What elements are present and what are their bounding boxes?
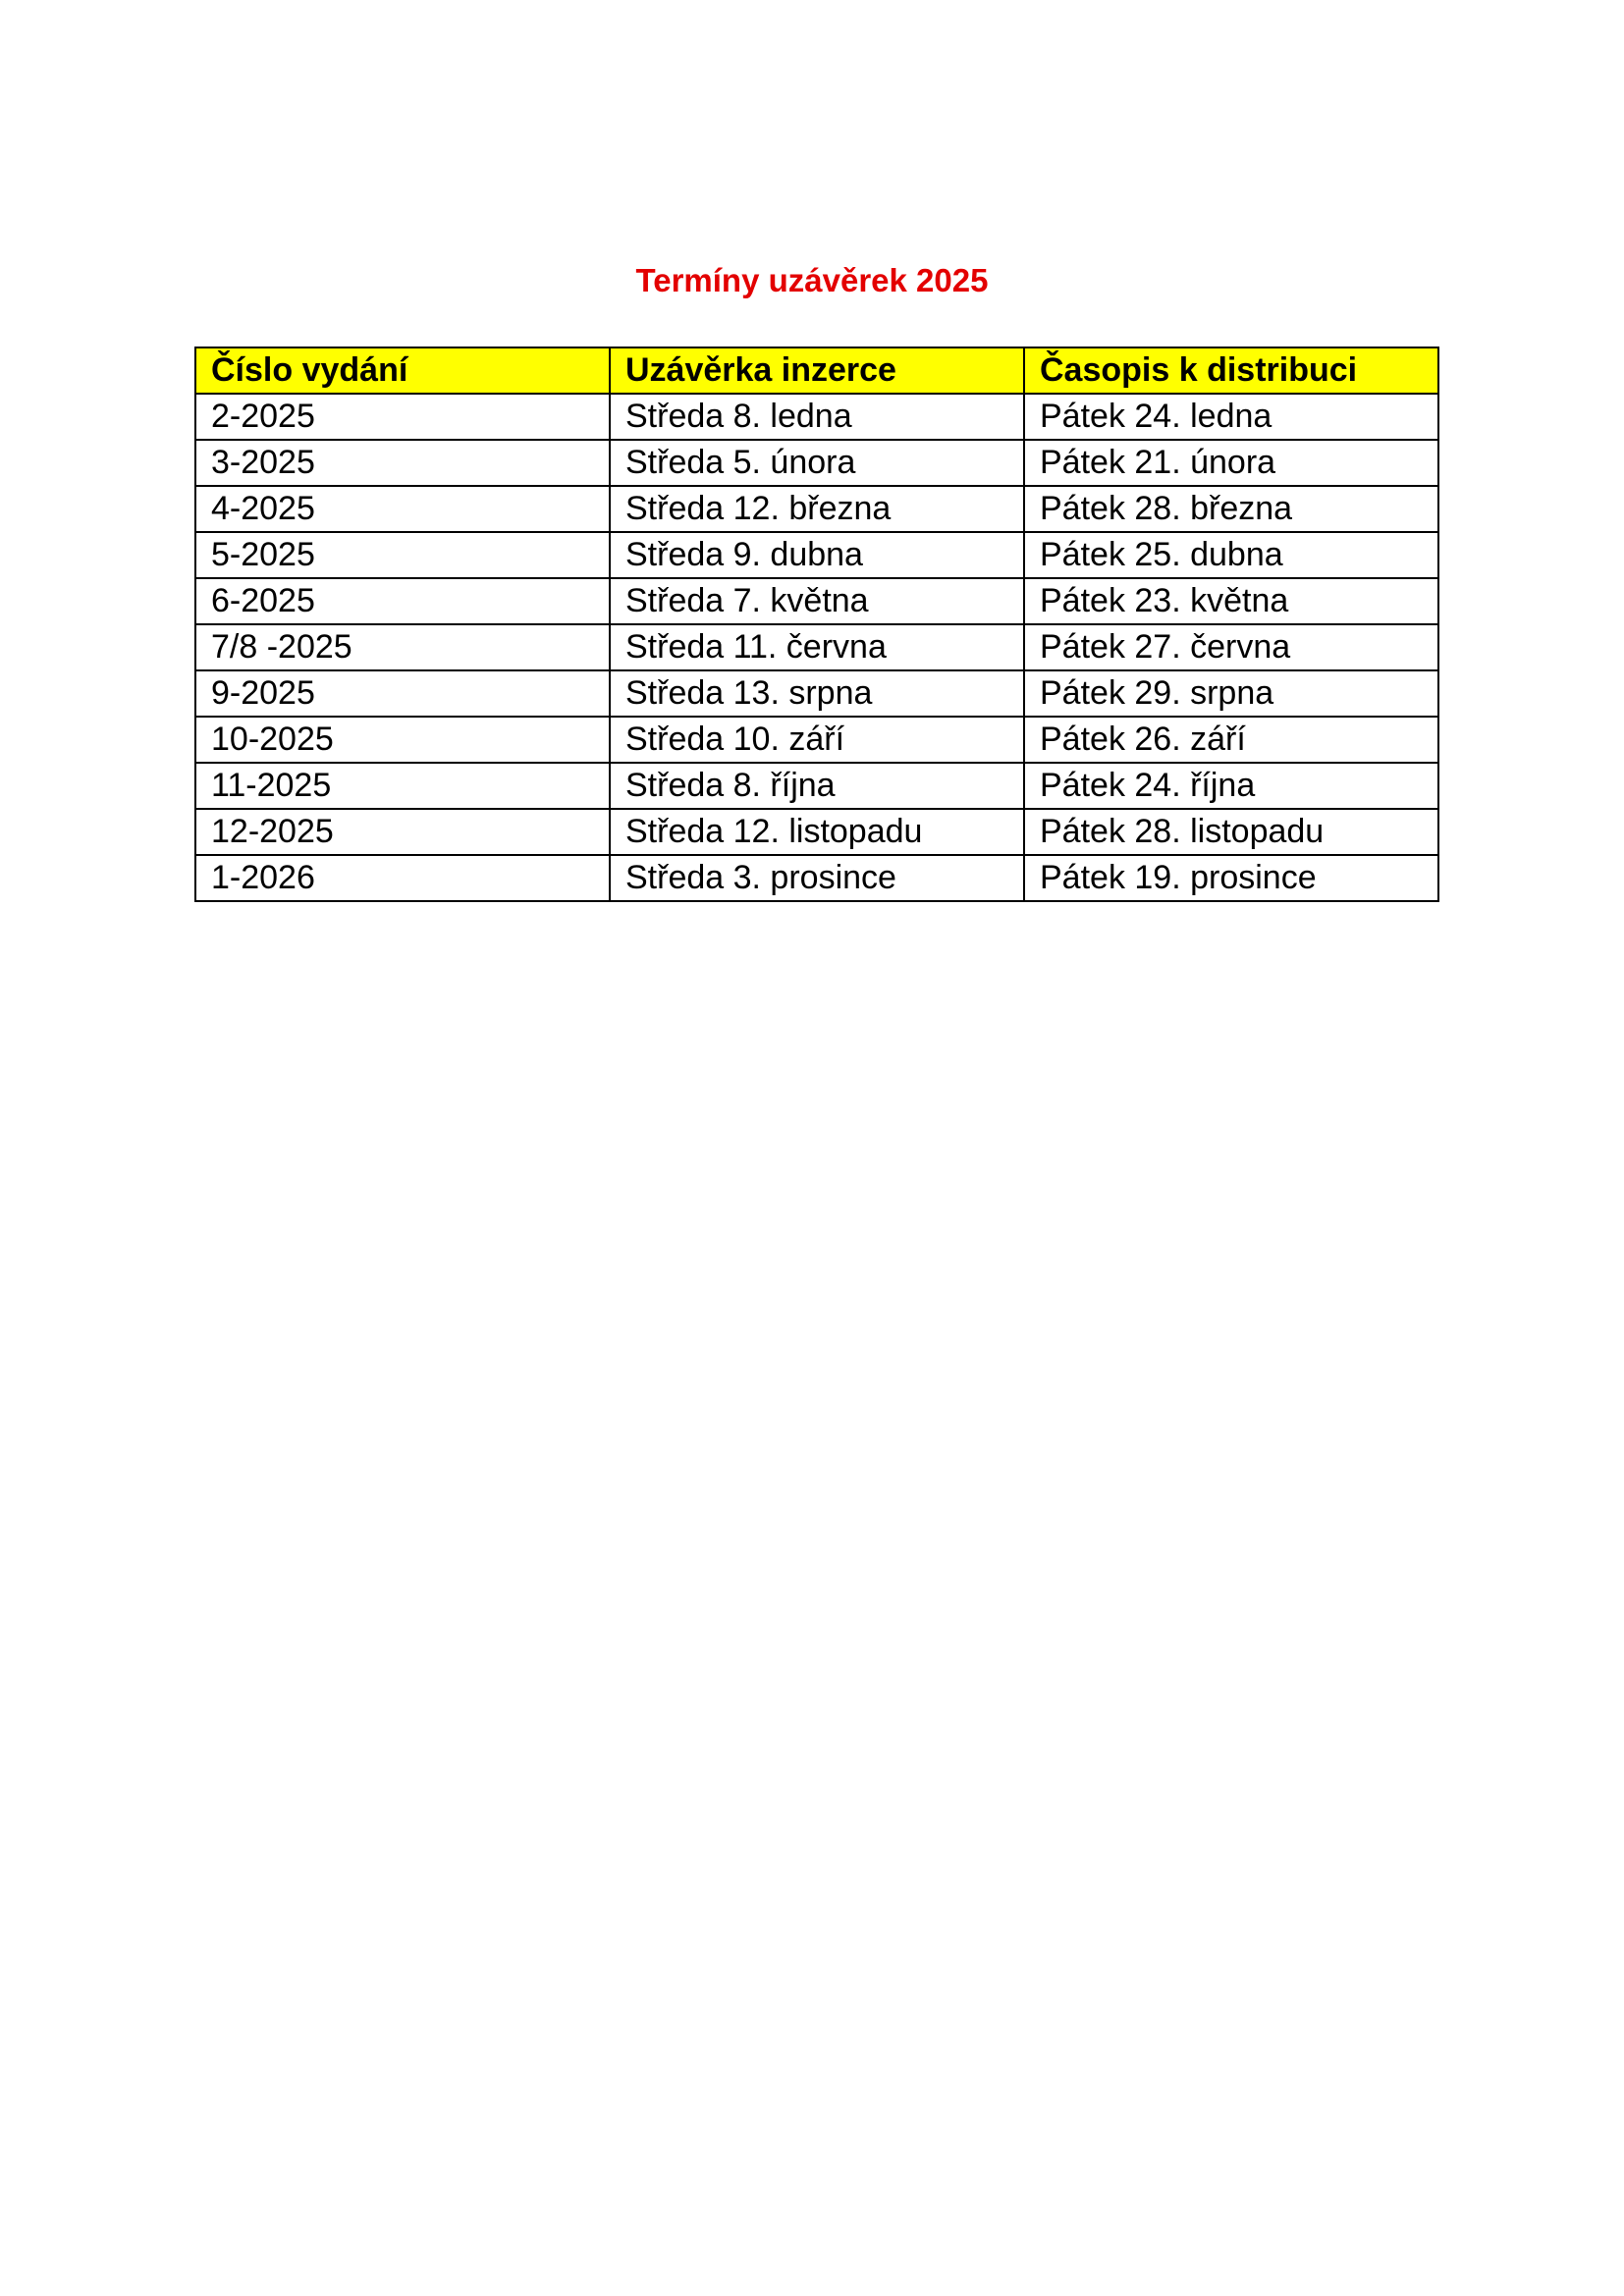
cell-ad-deadline: Středa 3. prosince bbox=[610, 855, 1024, 901]
table-row bbox=[195, 532, 1438, 578]
table-row bbox=[195, 855, 1438, 901]
cell-issue-number: 11-2025 bbox=[195, 763, 610, 809]
table-row bbox=[195, 809, 1438, 855]
header-issue-number: Číslo vydání bbox=[195, 347, 610, 394]
table-row bbox=[195, 624, 1438, 670]
cell-ad-deadline: Středa 8. ledna bbox=[610, 394, 1024, 440]
page-title: Termíny uzávěrek 2025 bbox=[635, 262, 989, 298]
deadline-table bbox=[194, 347, 1439, 902]
cell-distribution-date: Pátek 26. září bbox=[1024, 717, 1438, 763]
table-row bbox=[195, 394, 1438, 440]
header-distribution-date: Časopis k distribuci bbox=[1024, 347, 1438, 394]
cell-distribution-date: Pátek 19. prosince bbox=[1024, 855, 1438, 901]
cell-ad-deadline: Středa 12. března bbox=[610, 486, 1024, 532]
cell-issue-number: 7/8 -2025 bbox=[195, 624, 610, 670]
table-header-row bbox=[195, 347, 1438, 394]
cell-issue-number: 12-2025 bbox=[195, 809, 610, 855]
table-row bbox=[195, 486, 1438, 532]
cell-ad-deadline: Středa 11. června bbox=[610, 624, 1024, 670]
cell-distribution-date: Pátek 28. března bbox=[1024, 486, 1438, 532]
cell-issue-number: 5-2025 bbox=[195, 532, 610, 578]
cell-distribution-date: Pátek 28. listopadu bbox=[1024, 809, 1438, 855]
cell-issue-number: 10-2025 bbox=[195, 717, 610, 763]
cell-ad-deadline: Středa 10. září bbox=[610, 717, 1024, 763]
table-row bbox=[195, 670, 1438, 717]
table-row bbox=[195, 440, 1438, 486]
cell-distribution-date: Pátek 25. dubna bbox=[1024, 532, 1438, 578]
cell-issue-number: 2-2025 bbox=[195, 394, 610, 440]
cell-distribution-date: Pátek 29. srpna bbox=[1024, 670, 1438, 717]
cell-issue-number: 4-2025 bbox=[195, 486, 610, 532]
table-row bbox=[195, 578, 1438, 624]
cell-issue-number: 3-2025 bbox=[195, 440, 610, 486]
cell-distribution-date: Pátek 21. února bbox=[1024, 440, 1438, 486]
table-row bbox=[195, 763, 1438, 809]
header-ad-deadline: Uzávěrka inzerce bbox=[610, 347, 1024, 394]
cell-ad-deadline: Středa 8. října bbox=[610, 763, 1024, 809]
table-row bbox=[195, 717, 1438, 763]
cell-ad-deadline: Středa 9. dubna bbox=[610, 532, 1024, 578]
cell-distribution-date: Pátek 24. října bbox=[1024, 763, 1438, 809]
cell-issue-number: 1-2026 bbox=[195, 855, 610, 901]
cell-issue-number: 6-2025 bbox=[195, 578, 610, 624]
cell-ad-deadline: Středa 12. listopadu bbox=[610, 809, 1024, 855]
cell-ad-deadline: Středa 7. května bbox=[610, 578, 1024, 624]
cell-issue-number: 9-2025 bbox=[195, 670, 610, 717]
cell-distribution-date: Pátek 23. května bbox=[1024, 578, 1438, 624]
cell-distribution-date: Pátek 27. června bbox=[1024, 624, 1438, 670]
cell-distribution-date: Pátek 24. ledna bbox=[1024, 394, 1438, 440]
cell-ad-deadline: Středa 5. února bbox=[610, 440, 1024, 486]
cell-ad-deadline: Středa 13. srpna bbox=[610, 670, 1024, 717]
